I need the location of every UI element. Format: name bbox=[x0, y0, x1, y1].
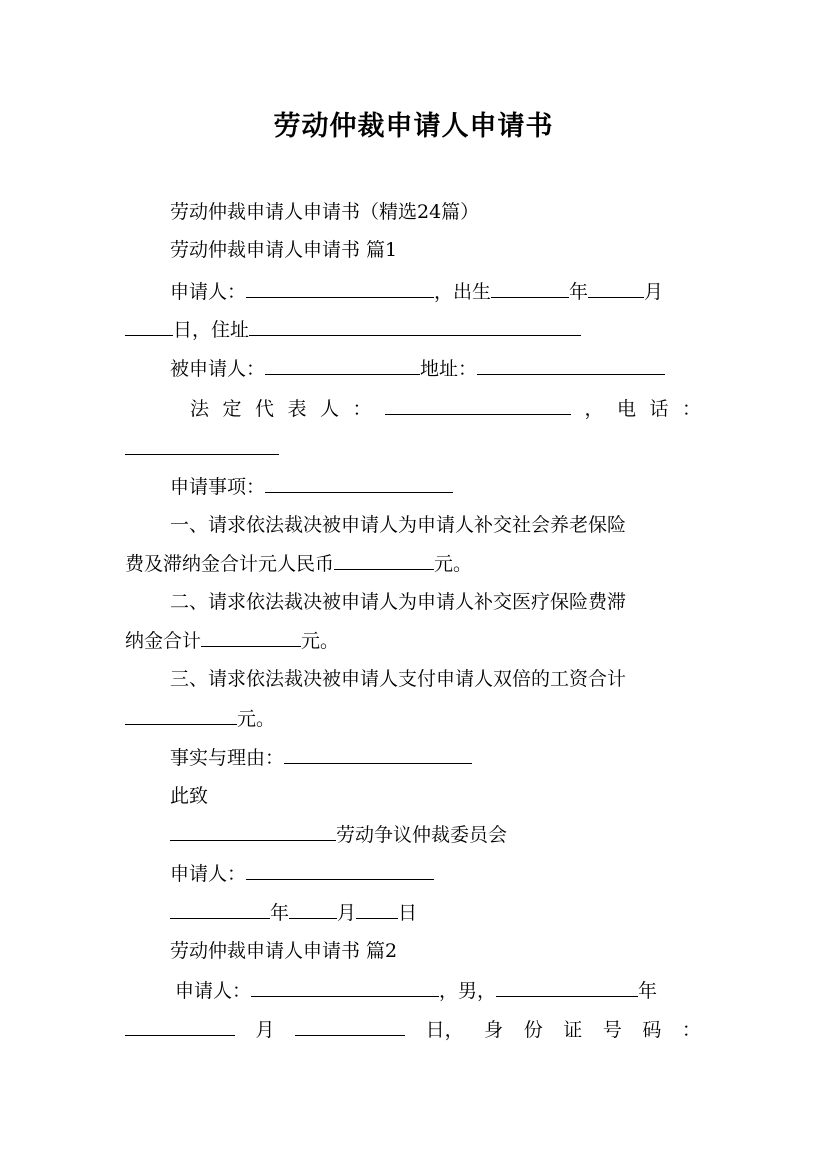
date-month: 月 bbox=[337, 902, 357, 924]
item2-text: 纳金合计 bbox=[125, 630, 202, 652]
sign-date-line bbox=[170, 900, 417, 925]
id-char: 号 bbox=[602, 1019, 622, 1041]
p1-birth-year-blank bbox=[491, 279, 569, 298]
p1-year: 年 bbox=[569, 281, 589, 303]
legal-rep-char: 人 bbox=[320, 398, 340, 420]
date-year-blank bbox=[170, 900, 270, 919]
item3-line2 bbox=[125, 706, 275, 731]
facts-blank bbox=[284, 745, 472, 764]
item2-amount-blank bbox=[201, 628, 301, 647]
salutation: 此致 bbox=[170, 785, 209, 807]
p1-address-label: 地址： bbox=[420, 358, 478, 380]
item1-unit: 元。 bbox=[434, 553, 473, 575]
committee-line bbox=[170, 822, 507, 847]
p2-id-line bbox=[125, 1017, 701, 1042]
p2-day-blank bbox=[295, 1017, 405, 1036]
p1-phone-blank bbox=[125, 436, 279, 455]
id-char: 身 bbox=[484, 1019, 504, 1041]
part2-heading: 劳动仲裁申请人申请书 篇2 bbox=[170, 940, 398, 962]
p1-birth-day-blank bbox=[125, 317, 173, 336]
p1-respondent-line bbox=[170, 356, 665, 381]
legal-rep-char: ： bbox=[352, 398, 372, 420]
committee-label: 劳动争议仲裁委员会 bbox=[336, 824, 508, 846]
committee-blank bbox=[170, 822, 336, 841]
p1-respondent-address-blank bbox=[477, 356, 665, 375]
facts-line bbox=[170, 745, 472, 770]
date-month-blank bbox=[289, 900, 337, 919]
sign-applicant-line bbox=[170, 861, 434, 886]
item3-line1: 三、请求依法裁决被申请人支付申请人双倍的工资合计 bbox=[170, 668, 627, 690]
p1-day-address-label: 日，住址 bbox=[173, 319, 250, 341]
p2-month: 月 bbox=[255, 1019, 275, 1041]
sign-applicant-blank bbox=[246, 861, 434, 880]
document-title: 劳动仲裁申请人申请书 bbox=[273, 111, 554, 142]
item1-line2 bbox=[125, 551, 472, 576]
p1-address-blank bbox=[249, 317, 581, 336]
legal-rep-char: 定 bbox=[222, 398, 242, 420]
legal-rep-char: 表 bbox=[287, 398, 307, 420]
id-char: 证 bbox=[563, 1019, 583, 1041]
p2-birth-year-blank bbox=[496, 978, 638, 997]
item1-line1: 一、请求依法裁决被申请人为申请人补交社会养老保险 bbox=[170, 514, 627, 536]
date-day-blank bbox=[356, 900, 398, 919]
facts-label: 事实与理由： bbox=[170, 747, 285, 769]
p1-matters-line bbox=[170, 474, 453, 499]
id-char: 份 bbox=[523, 1019, 543, 1041]
item2-line1: 二、请求依法裁决被申请人为申请人补交医疗保险费滞 bbox=[170, 591, 627, 613]
subtitle: 劳动仲裁申请人申请书（精选24篇） bbox=[170, 201, 480, 223]
p1-applicant-label: 申请人： bbox=[170, 281, 247, 303]
item3-amount-blank bbox=[125, 706, 237, 725]
p2-applicant-label: 申请人： bbox=[175, 980, 252, 1002]
item3-unit: 元。 bbox=[237, 708, 276, 730]
sign-applicant-label: 申请人： bbox=[170, 863, 247, 885]
date-year: 年 bbox=[270, 902, 290, 924]
p1-birth-label: ，出生 bbox=[434, 281, 492, 303]
p2-month-blank bbox=[125, 1017, 235, 1036]
p1-applicant-blank bbox=[246, 279, 434, 298]
comma: ， bbox=[584, 398, 604, 420]
p1-legal-rep-line bbox=[190, 396, 701, 421]
p2-applicant-blank bbox=[251, 978, 439, 997]
part1-heading: 劳动仲裁申请人申请书 篇1 bbox=[170, 239, 398, 261]
p1-address-line bbox=[125, 317, 581, 342]
p1-applicant-line bbox=[170, 279, 663, 304]
p1-respondent-label: 被申请人： bbox=[170, 358, 266, 380]
id-char: 码 bbox=[642, 1019, 662, 1041]
id-char: ： bbox=[681, 1019, 701, 1041]
p1-matters-blank bbox=[265, 474, 453, 493]
p2-applicant-line bbox=[175, 978, 657, 1003]
p1-month: 月 bbox=[644, 281, 664, 303]
p2-day: 日， bbox=[425, 1019, 464, 1041]
date-day: 日 bbox=[398, 902, 418, 924]
p1-legal-rep-blank bbox=[385, 396, 571, 415]
p1-matters-label: 申请事项： bbox=[170, 476, 266, 498]
p1-respondent-blank bbox=[265, 356, 420, 375]
legal-rep-char: 法 bbox=[190, 398, 210, 420]
p2-year: 年 bbox=[638, 980, 658, 1002]
phone-char: 话 bbox=[649, 398, 669, 420]
legal-rep-char: 代 bbox=[255, 398, 275, 420]
item2-unit: 元。 bbox=[301, 630, 340, 652]
p1-phone-blank-line bbox=[125, 436, 279, 461]
item2-line2 bbox=[125, 628, 339, 653]
p1-birth-month-blank bbox=[588, 279, 644, 298]
phone-char: ： bbox=[681, 398, 701, 420]
p2-gender: ，男， bbox=[439, 980, 497, 1002]
phone-char: 电 bbox=[616, 398, 636, 420]
item1-text: 费及滞纳金合计元人民币 bbox=[125, 553, 335, 575]
item1-amount-blank bbox=[334, 551, 434, 570]
